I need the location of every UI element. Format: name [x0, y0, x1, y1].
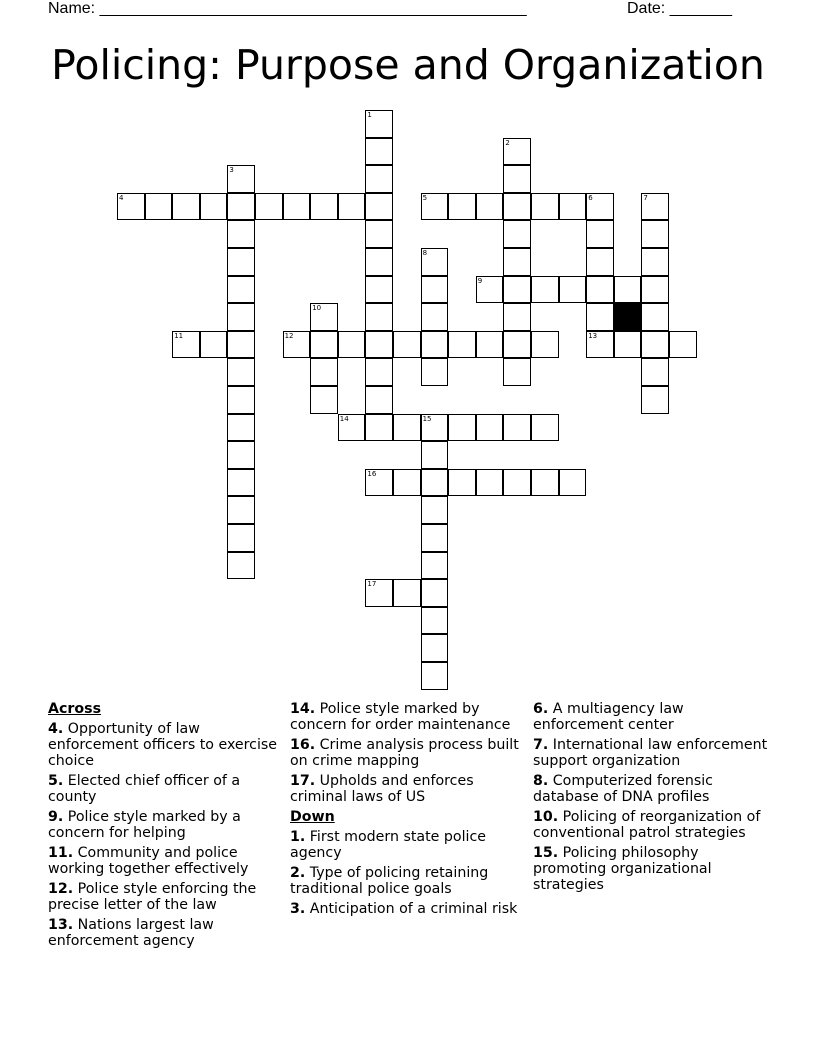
- grid-cell[interactable]: [421, 496, 449, 524]
- clue-across-5: [48, 773, 284, 805]
- grid-cell[interactable]: [227, 524, 255, 552]
- clue-text: Computerized forensic database of DNA profiles: [533, 773, 713, 805]
- grid-cell[interactable]: [503, 414, 531, 442]
- grid-cell[interactable]: [476, 331, 504, 359]
- clue-across-11: [48, 845, 284, 877]
- clues-column-1: [48, 701, 284, 953]
- grid-cell[interactable]: [614, 276, 642, 304]
- clue-number: 15.: [533, 845, 559, 861]
- clue-text: Police style marked by a concern for helping: [48, 809, 241, 841]
- clue-text: Community and police working together effectively: [48, 845, 249, 877]
- grid-cell[interactable]: [586, 303, 614, 331]
- grid-cell[interactable]: [283, 193, 311, 221]
- grid-cell[interactable]: [641, 331, 669, 359]
- grid-cell[interactable]: [586, 220, 614, 248]
- grid-cell[interactable]: [227, 386, 255, 414]
- clue-text: Police style marked by concern for order maintenance: [290, 701, 511, 733]
- grid-cell[interactable]: [586, 193, 614, 221]
- grid-cell[interactable]: [421, 331, 449, 359]
- clue-text: Opportunity of law enforcement officers to exercise choice: [48, 721, 278, 769]
- grid-cell[interactable]: [531, 331, 559, 359]
- grid-cell[interactable]: [365, 331, 393, 359]
- cell-number: 6: [588, 193, 593, 202]
- grid-cell[interactable]: [227, 220, 255, 248]
- clue-down-7: [533, 737, 773, 769]
- clue-number: 10.: [533, 809, 559, 825]
- cell-number: 17: [367, 580, 377, 589]
- cell-number: 16: [367, 469, 377, 478]
- grid-cell[interactable]: [641, 276, 669, 304]
- cell-number: 9: [477, 276, 483, 285]
- grid-cell[interactable]: [421, 276, 449, 304]
- across-heading: Across: [48, 701, 102, 717]
- grid-cell[interactable]: [641, 193, 669, 221]
- grid-cell[interactable]: [227, 193, 255, 221]
- grid-cell[interactable]: [586, 331, 614, 359]
- clues-column-2: [290, 701, 530, 921]
- grid-cell[interactable]: [365, 276, 393, 304]
- grid-cell[interactable]: [421, 469, 449, 497]
- clue-number: 14.: [290, 701, 316, 717]
- grid-cell[interactable]: [421, 303, 449, 331]
- clues-column-3: [533, 701, 773, 897]
- grid-cell[interactable]: [227, 469, 255, 497]
- grid-cell[interactable]: [227, 358, 255, 386]
- black-grid-cell: [614, 303, 642, 331]
- grid-cell[interactable]: [365, 469, 393, 497]
- clue-down-6: [533, 701, 773, 733]
- clue-down-15: [533, 845, 773, 893]
- clue-text: Type of policing retaining traditional police goals: [290, 865, 489, 897]
- grid-cell[interactable]: [338, 193, 366, 221]
- clue-across-17: [290, 773, 530, 805]
- grid-cell[interactable]: [338, 414, 366, 442]
- clue-number: 16.: [290, 737, 316, 753]
- grid-cell[interactable]: [614, 331, 642, 359]
- clue-text: Nations largest law enforcement agency: [48, 917, 214, 949]
- grid-cell[interactable]: [310, 331, 338, 359]
- cell-number: 8: [422, 249, 428, 257]
- grid-cell[interactable]: [310, 358, 338, 386]
- grid-cell[interactable]: [641, 248, 669, 276]
- grid-cell[interactable]: [448, 469, 476, 497]
- grid-cell[interactable]: [365, 303, 393, 331]
- grid-cell[interactable]: [172, 331, 200, 359]
- cell-number: 15: [422, 414, 432, 423]
- clue-number: 3.: [290, 901, 306, 917]
- grid-cell[interactable]: [503, 248, 531, 276]
- clue-across-16: [290, 737, 530, 769]
- grid-cell[interactable]: [145, 193, 173, 221]
- grid-cell[interactable]: [421, 552, 449, 580]
- clue-number: 11.: [48, 845, 74, 861]
- grid-cell[interactable]: [503, 276, 531, 304]
- clue-number: 13.: [48, 917, 74, 933]
- grid-cell[interactable]: [365, 220, 393, 248]
- grid-cell[interactable]: [310, 303, 338, 331]
- grid-cell[interactable]: [476, 193, 504, 221]
- name-field-label: Name: ________________________________________________: [48, 0, 527, 17]
- grid-cell[interactable]: [227, 414, 255, 442]
- grid-cell[interactable]: [227, 331, 255, 359]
- clue-down-2: [290, 865, 530, 897]
- cell-number: 7: [643, 193, 648, 202]
- grid-cell[interactable]: [503, 138, 531, 166]
- grid-cell[interactable]: [559, 469, 587, 497]
- clue-down-8: [533, 773, 773, 805]
- cell-number: 1: [367, 111, 372, 119]
- grid-cell[interactable]: [641, 358, 669, 386]
- grid-cell[interactable]: [421, 579, 449, 607]
- grid-cell[interactable]: [421, 634, 449, 662]
- grid-cell[interactable]: [365, 358, 393, 386]
- grid-cell[interactable]: [531, 276, 559, 304]
- grid-cell[interactable]: [421, 414, 449, 442]
- grid-cell[interactable]: [338, 331, 366, 359]
- cell-number: 5: [422, 193, 428, 202]
- clue-across-13: [48, 917, 284, 949]
- grid-cell[interactable]: [227, 276, 255, 304]
- clue-number: 17.: [290, 773, 316, 789]
- grid-cell[interactable]: [503, 193, 531, 221]
- cell-number: 4: [119, 193, 124, 202]
- clue-number: 2.: [290, 865, 306, 881]
- grid-cell[interactable]: [448, 193, 476, 221]
- clue-text: Upholds and enforces criminal laws of US: [290, 773, 474, 805]
- cell-number: 12: [284, 331, 294, 340]
- grid-cell[interactable]: [227, 303, 255, 331]
- grid-cell[interactable]: [503, 331, 531, 359]
- clue-text: Police style enforcing the precise letter of the law: [48, 881, 257, 913]
- grid-cell[interactable]: [421, 193, 449, 221]
- clue-number: 1.: [290, 829, 306, 845]
- grid-cell[interactable]: [393, 331, 421, 359]
- grid-cell[interactable]: [641, 220, 669, 248]
- clue-down-1: [290, 829, 530, 861]
- grid-cell[interactable]: [421, 524, 449, 552]
- grid-cell[interactable]: [503, 220, 531, 248]
- clue-text: Anticipation of a criminal risk: [305, 901, 518, 917]
- grid-cell[interactable]: [365, 414, 393, 442]
- grid-cell[interactable]: [421, 607, 449, 635]
- grid-cell[interactable]: [393, 414, 421, 442]
- clue-number: 4.: [48, 721, 64, 737]
- clue-text: Policing philosophy promoting organizational strategies: [533, 845, 712, 893]
- grid-cell[interactable]: [200, 193, 228, 221]
- clue-text: International law enforcement support organization: [533, 737, 768, 769]
- grid-cell[interactable]: [393, 469, 421, 497]
- grid-cell[interactable]: [365, 386, 393, 414]
- grid-cell[interactable]: [421, 358, 449, 386]
- clue-text: Elected chief officer of a county: [48, 773, 241, 805]
- grid-cell[interactable]: [503, 303, 531, 331]
- grid-cell[interactable]: [476, 276, 504, 304]
- grid-cell[interactable]: [227, 552, 255, 580]
- grid-cell[interactable]: [531, 193, 559, 221]
- clue-across-12: [48, 881, 284, 913]
- grid-cell[interactable]: [172, 193, 200, 221]
- grid-cell[interactable]: [641, 386, 669, 414]
- clue-text: Policing of reorganization of conventional patrol strategies: [533, 809, 761, 841]
- grid-cell[interactable]: [503, 358, 531, 386]
- grid-cell[interactable]: [365, 165, 393, 193]
- grid-cell[interactable]: [476, 469, 504, 497]
- grid-cell[interactable]: [559, 276, 587, 304]
- grid-cell[interactable]: [559, 193, 587, 221]
- cell-number: 13: [588, 331, 598, 340]
- cell-number: 10: [312, 304, 322, 313]
- cell-number: 2: [505, 138, 510, 147]
- grid-cell[interactable]: [365, 579, 393, 607]
- grid-cell[interactable]: [421, 248, 449, 276]
- grid-cell[interactable]: [448, 331, 476, 359]
- date-field-label: Date: _______: [627, 0, 732, 17]
- down-heading: Down: [290, 809, 335, 825]
- clue-number: 7.: [533, 737, 549, 753]
- grid-cell[interactable]: [448, 414, 476, 442]
- grid-cell[interactable]: [669, 331, 697, 359]
- clue-number: 9.: [48, 809, 64, 825]
- grid-cell[interactable]: [283, 331, 311, 359]
- grid-cell[interactable]: [393, 579, 421, 607]
- clue-text: A multiagency law enforcement center: [533, 701, 684, 733]
- clue-down-3: [290, 901, 530, 917]
- grid-cell[interactable]: [310, 193, 338, 221]
- grid-cell[interactable]: [586, 248, 614, 276]
- grid-cell[interactable]: [365, 138, 393, 166]
- clue-across-14: [290, 701, 530, 733]
- cell-number: 14: [339, 414, 349, 423]
- grid-cell[interactable]: [365, 110, 393, 138]
- clue-across-9: [48, 809, 284, 841]
- cell-number: 11: [174, 331, 184, 340]
- clue-number: 8.: [533, 773, 549, 789]
- grid-cell[interactable]: [227, 496, 255, 524]
- grid-cell[interactable]: [641, 303, 669, 331]
- grid-cell[interactable]: [586, 276, 614, 304]
- grid-cell[interactable]: [365, 193, 393, 221]
- grid-cell[interactable]: [117, 193, 145, 221]
- grid-cell[interactable]: [310, 386, 338, 414]
- grid-cell[interactable]: [531, 414, 559, 442]
- clue-across-4: [48, 721, 284, 769]
- clue-text: Crime analysis process built on crime mapping: [290, 737, 519, 769]
- grid-cell[interactable]: [421, 441, 449, 469]
- grid-cell[interactable]: [227, 165, 255, 193]
- grid-cell[interactable]: [421, 662, 449, 690]
- grid-cell[interactable]: [365, 248, 393, 276]
- clue-down-10: [533, 809, 773, 841]
- grid-cell[interactable]: [227, 441, 255, 469]
- clue-number: 6.: [533, 701, 549, 717]
- grid-cell[interactable]: [255, 193, 283, 221]
- grid-cell[interactable]: [227, 248, 255, 276]
- clue-number: 12.: [48, 881, 74, 897]
- clue-text: First modern state police agency: [290, 829, 487, 861]
- grid-cell[interactable]: [476, 414, 504, 442]
- puzzle-title: Policing: Purpose and Organization: [51, 41, 765, 89]
- grid-cell[interactable]: [503, 165, 531, 193]
- cell-number: 3: [229, 166, 234, 175]
- grid-cell[interactable]: [503, 469, 531, 497]
- grid-cell[interactable]: [531, 469, 559, 497]
- grid-cell[interactable]: [200, 331, 228, 359]
- clue-number: 5.: [48, 773, 64, 789]
